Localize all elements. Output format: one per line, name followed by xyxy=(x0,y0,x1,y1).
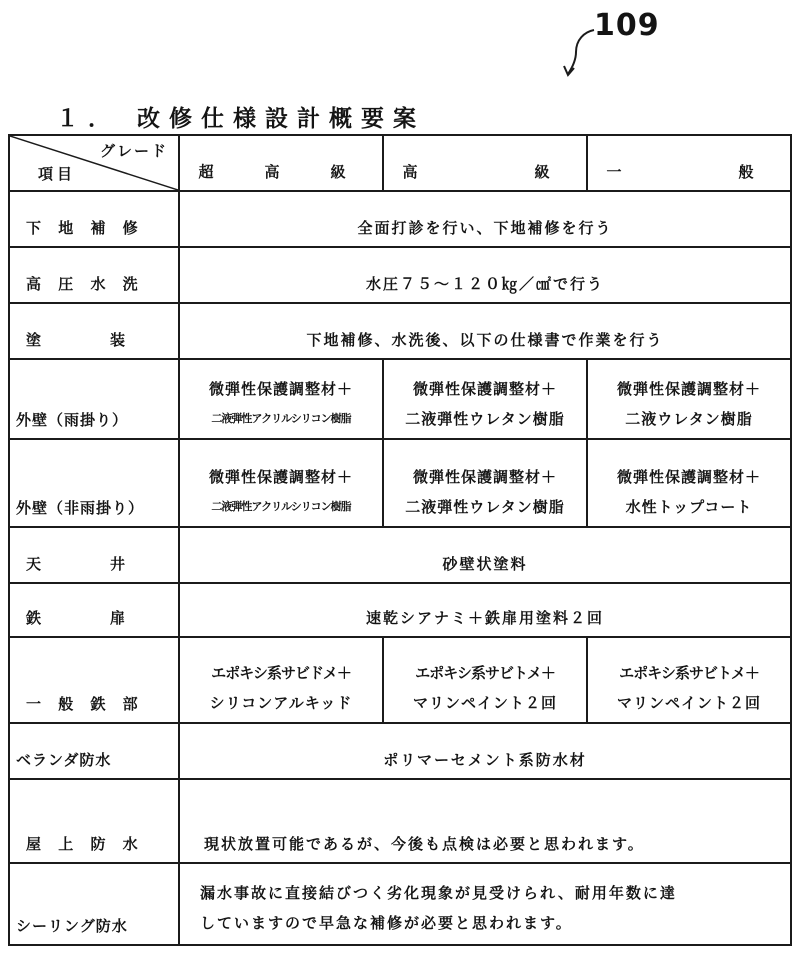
spec-cell xyxy=(383,359,587,439)
row-spec: 砂壁状塗料 xyxy=(179,527,791,583)
row-label: 屋 上 防 水 xyxy=(9,779,179,863)
table-row xyxy=(9,359,791,439)
column-header-super-premium: 超 高 級 xyxy=(179,135,383,191)
spec-cell-line: 微弾性保護調整材＋ xyxy=(412,468,557,486)
row-spec-line: 漏水事故に直接結びつく劣化現象が見受けられ、耐用年数に達 xyxy=(200,884,677,902)
row-label: 高 圧 水 洗 xyxy=(9,247,179,303)
table-row xyxy=(9,191,791,247)
spec-cell-line: シリコンアルキッド xyxy=(209,694,353,712)
row-label: 天 井 xyxy=(9,527,179,583)
row-label: ベランダ防水 xyxy=(9,723,179,779)
row-spec: 現状放置可能であるが、今後も点検は必要と思われます。 xyxy=(179,779,791,863)
column-header-standard: 一 般 xyxy=(587,135,791,191)
spec-cell xyxy=(179,359,383,439)
spec-cell-line: 二液弾性アクリルシリコン樹脂 xyxy=(211,500,351,513)
spec-cell xyxy=(179,439,383,527)
spec-cell xyxy=(587,637,791,723)
table-row xyxy=(9,439,791,527)
row-label: シーリング防水 xyxy=(9,863,179,945)
figure-reference-number: 109 xyxy=(594,8,660,43)
row-spec: 全面打診を行い、下地補修を行う xyxy=(179,191,791,247)
spec-cell-line: 微弾性保護調整材＋ xyxy=(616,380,761,398)
reference-leader-arrow-icon xyxy=(562,26,602,78)
row-spec-line: していますので早急な補修が必要と思われます。 xyxy=(200,914,573,932)
row-spec: 速乾シアナミ＋鉄扉用塗料２回 xyxy=(179,583,791,637)
spec-cell-line: 二液弾性ウレタン樹脂 xyxy=(405,498,565,516)
header-diagonal-cell xyxy=(9,135,179,191)
spec-cell-line: 二液ウレタン樹脂 xyxy=(625,410,753,428)
spec-cell-line: エポキシ系サビドメ＋ xyxy=(211,664,351,682)
spec-cell-line: エポキシ系サビトメ＋ xyxy=(415,664,555,682)
spec-cell-line: 微弾性保護調整材＋ xyxy=(412,380,557,398)
column-header-premium: 高 級 xyxy=(383,135,587,191)
table-row xyxy=(9,779,791,863)
spec-cell-line: マリンペイント２回 xyxy=(616,694,761,712)
row-spec: ポリマーセメント系防水材 xyxy=(179,723,791,779)
table-row xyxy=(9,303,791,359)
row-label: 塗 装 xyxy=(9,303,179,359)
document-title: １． 改修仕様設計概要案 xyxy=(56,106,426,132)
row-label: 外壁（雨掛り） xyxy=(9,359,179,439)
spec-cell xyxy=(587,439,791,527)
spec-cell-line: 二液弾性アクリルシリコン樹脂 xyxy=(211,412,351,425)
row-label: 一 般 鉄 部 xyxy=(9,637,179,723)
spec-cell xyxy=(383,637,587,723)
grade-header-label: グレード xyxy=(99,142,168,160)
spec-cell-line: 微弾性保護調整材＋ xyxy=(616,468,761,486)
renovation-spec-table xyxy=(8,134,792,946)
spec-cell-line: 水性トップコート xyxy=(625,498,753,516)
table-row xyxy=(9,723,791,779)
table-row xyxy=(9,637,791,723)
row-label: 下 地 補 修 xyxy=(9,191,179,247)
row-label: 外壁（非雨掛り） xyxy=(9,439,179,527)
spec-cell-line: 微弾性保護調整材＋ xyxy=(208,380,353,398)
spec-cell-line: 二液弾性ウレタン樹脂 xyxy=(405,410,565,428)
row-spec xyxy=(179,863,791,945)
row-spec: 下地補修、水洗後、以下の仕様書で作業を行う xyxy=(179,303,791,359)
spec-cell-line: 微弾性保護調整材＋ xyxy=(208,468,353,486)
item-header-label: 項目 xyxy=(38,165,77,183)
table-row xyxy=(9,527,791,583)
table-row xyxy=(9,583,791,637)
table-row xyxy=(9,247,791,303)
row-label: 鉄 扉 xyxy=(9,583,179,637)
spec-cell-line: エポキシ系サビトメ＋ xyxy=(619,664,759,682)
spec-cell xyxy=(179,637,383,723)
row-spec: 水圧７５～１２０㎏／㎠で行う xyxy=(179,247,791,303)
spec-cell xyxy=(587,359,791,439)
spec-cell-line: マリンペイント２回 xyxy=(412,694,557,712)
table-header-row xyxy=(9,135,791,191)
spec-cell xyxy=(383,439,587,527)
table-row xyxy=(9,863,791,945)
